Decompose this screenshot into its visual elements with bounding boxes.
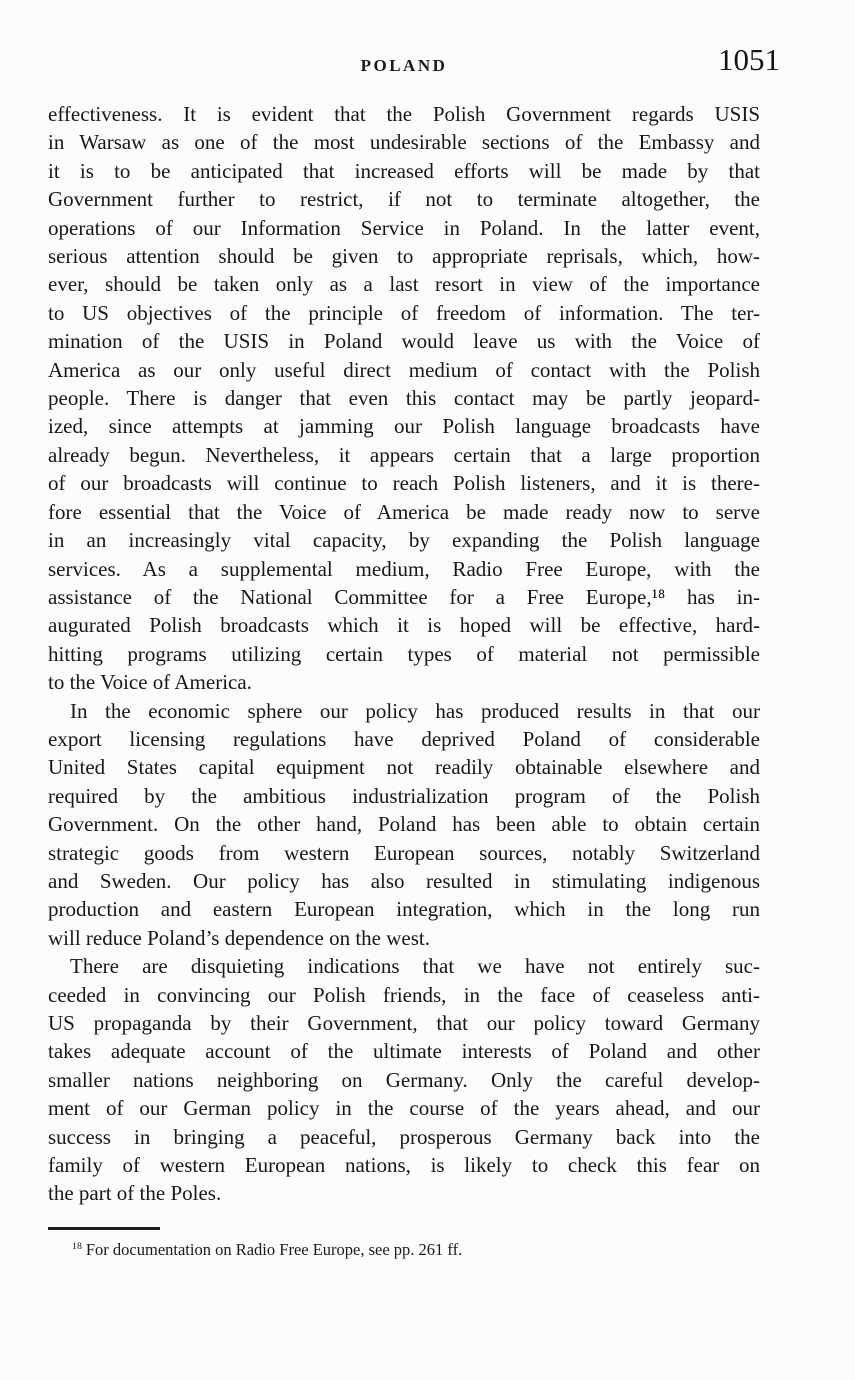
text-line: effectiveness. It is evident that the Polish Government regards USIS	[48, 102, 760, 126]
text-line: augurated Polish broadcasts which it is hoped will be effective, hard-	[48, 613, 760, 638]
text-line: mination of the USIS in Poland would leave us with the Voice of	[48, 329, 760, 354]
text-line: fore essential that the Voice of America be made ready now to serve	[48, 499, 760, 524]
text-line: already begun. Nevertheless, it appears certain that a large proportion	[48, 442, 760, 467]
paragraph	[48, 100, 760, 697]
body-text	[48, 100, 760, 1208]
text-line: ceeded in convincing our Polish friends, in the face of ceaseless anti-	[48, 982, 760, 1007]
text-line: hitting programs utilizing certain types of material not permissible	[48, 641, 760, 666]
text-line: people. There is danger that even this contact may be partly jeopard-	[48, 386, 760, 411]
text-line: America as our only useful direct medium of contact with the Polish	[48, 357, 760, 382]
footnote-separator-rule	[48, 1227, 160, 1230]
text-line: required by the ambitious industrialization program of the Polish	[48, 783, 760, 808]
text-line: of our broadcasts will continue to reach Polish listeners, and it is there-	[48, 471, 760, 496]
text-line: production and eastern European integration, which in the long run	[48, 897, 760, 922]
text-line: serious attention should be given to appropriate reprisals, which, how-	[48, 244, 760, 269]
text-line: in an increasingly vital capacity, by expanding the Polish language	[48, 528, 760, 553]
text-line: family of western European nations, is likely to check this fear on	[48, 1153, 760, 1178]
text-line: and Sweden. Our policy has also resulted in stimulating indigenous	[48, 868, 760, 893]
paragraph	[48, 952, 760, 1208]
text-line: to US objectives of the principle of freedom of information. The ter-	[48, 300, 760, 325]
text-line: ever, should be taken only as a last resort in view of the importance	[48, 272, 760, 297]
text-line: Government further to restrict, if not to terminate altogether, the	[48, 187, 760, 212]
text-line: United States capital equipment not readily obtainable elsewhere and	[48, 755, 760, 780]
footnote-text: For documentation on Radio Free Europe, see pp. 261 ff.	[85, 1240, 463, 1259]
text-line: ment of our German policy in the course of the years ahead, and our	[48, 1096, 760, 1121]
text-line: strategic goods from western European sources, notably Switzerland	[48, 840, 760, 865]
text-line: export licensing regulations have deprived Poland of considerable	[48, 726, 760, 751]
paragraph	[48, 697, 760, 953]
text-line: assistance of the National Committee for a Free Europe,¹⁸ has in-	[48, 584, 760, 609]
text-line: US propaganda by their Government, that our policy toward Germany	[48, 1011, 760, 1035]
footnote-marker: 18	[72, 1240, 82, 1252]
text-line: it is to be anticipated that increased efforts will be made by that	[48, 158, 760, 183]
text-line: the part of the Poles.	[48, 1181, 222, 1206]
text-line: success in bringing a peaceful, prosperous Germany back into the	[48, 1124, 760, 1149]
text-line: in Warsaw as one of the most undesirable sections of the Embassy and	[48, 130, 760, 155]
text-line: will reduce Poland’s dependence on the west.	[48, 925, 430, 950]
text-line: to the Voice of America.	[48, 670, 252, 695]
page-number: 1051	[718, 42, 780, 77]
text-line: smaller nations neighboring on Germany. Only the careful develop-	[48, 1067, 760, 1092]
running-title: POLAND	[360, 56, 448, 75]
text-line: operations of our Information Service in Poland. In the latter event,	[48, 215, 760, 240]
text-line: Government. On the other hand, Poland has been able to obtain certain	[48, 812, 760, 837]
text-line: ized, since attempts at jamming our Polish language broadcasts have	[48, 414, 760, 439]
text-line: There are disquieting indications that we have not entirely suc-	[70, 954, 760, 979]
footnote	[48, 1239, 760, 1261]
text-line: In the economic sphere our policy has produced results in that our	[70, 698, 760, 723]
text-line: services. As a supplemental medium, Radio Free Europe, with the	[48, 556, 760, 581]
text-line: takes adequate account of the ultimate interests of Poland and other	[48, 1039, 760, 1064]
